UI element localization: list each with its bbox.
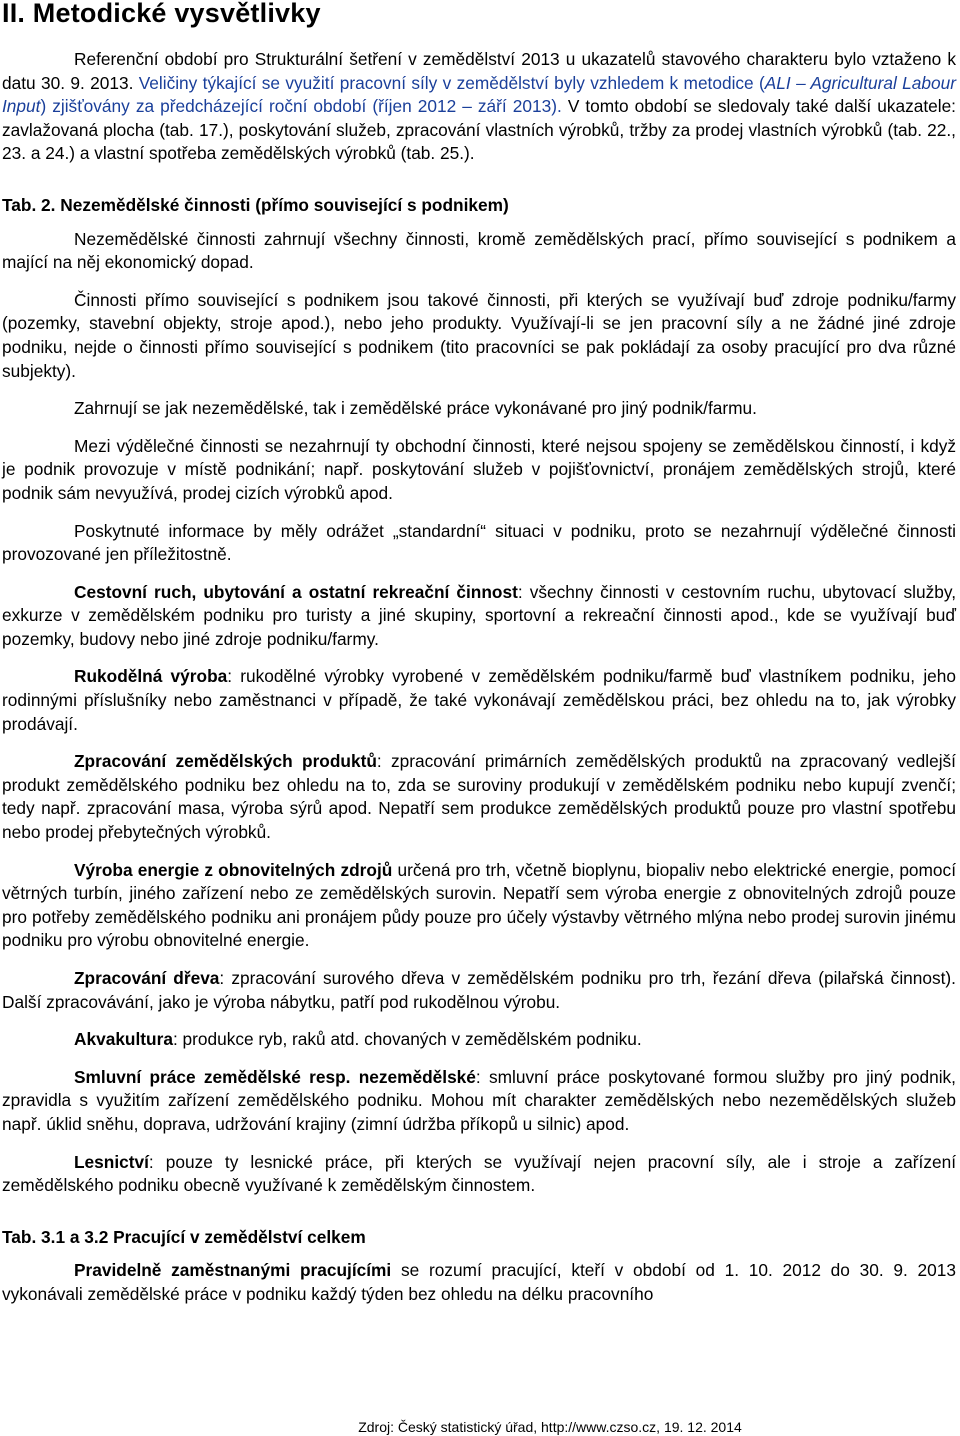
- processing-term: Zpracování zemědělských produktů: [74, 751, 377, 772]
- wood-term: Zpracování dřeva: [74, 968, 220, 988]
- contract-work-definition-a: : smluvní práce poskytované formou služby pro jiný podnik, zpravidla s využitím zařízení zemědělského podniku.: [2, 1066, 956, 1111]
- contract-work-definition-b: Mohou mít charakter zemědělských nebo nezemědělských služeb např. úklid sněhu, doprava, udržování krajiny (zimní údržba příkopů u silnic) apod.: [2, 1090, 956, 1134]
- page-footer: Zdroj: Český statistický úřad, http://www.czso.cz, 19. 12. 2014: [358, 1419, 742, 1435]
- handicraft-definition: : rukodělné výrobky vyrobené v zemědělském podniku/farmě buď vlastníkem podniku, jeho rodinnými příslušníky nebo zaměstnanci v případě, že také vykonávají zemědělskou práci, bez ohledu na to, jak výrobky prodávají.: [2, 666, 956, 734]
- tourism-term: Cestovní ruch, ubytování a ostatní rekreační činnost: [74, 581, 518, 602]
- intro-paragraph: [2, 48, 956, 166]
- tab2-paragraph-4: [2, 435, 956, 506]
- processing-definition-b: Nepatří sem produkce zemědělských produktů pouze pro vlastní spotřebu nebo prodej přebytečných výrobků.: [2, 798, 956, 843]
- tab2-p4-b: poskytování služeb v pojišťovnictví, pronájem zemědělských strojů, které podnik sám nevyužívá, prodej cizích výrobků apod.: [2, 459, 956, 503]
- handicraft-term: Rukodělná výroba: [74, 666, 228, 687]
- aquaculture-definition: : produkce ryb, raků atd. chovaných v zemědělském podniku.: [172, 1029, 642, 1050]
- aquaculture-paragraph: [2, 1028, 956, 1052]
- forestry-term: Lesnictví: [74, 1151, 149, 1172]
- tab2-p2-a: Činnosti přímo související s podnikem jsou takové činnosti, při kterých se využívají buď zdroje podniku/farmy (pozemky, stavební objekty, stroje apod.), nebo jeho produkty.: [2, 289, 956, 334]
- energy-paragraph: [2, 859, 956, 953]
- tab2-paragraph-2: [2, 289, 956, 383]
- wood-definition-a: : zpracování surového dřeva v zemědělském podniku pro trh, řezání dřeva (pilařská činnost).: [219, 968, 956, 988]
- regular-workers-term: Pravidelně zaměstnanými pracujícími: [74, 1260, 392, 1281]
- wood-definition-b: Další zpracovávání, jako je výroba nábytku, patří pod rukodělnou výrobu.: [2, 991, 561, 1012]
- energy-term: Výroba energie z obnovitelných zdrojů: [74, 859, 393, 880]
- tourism-definition: : všechny činnosti v cestovním ruchu, ubytovací služby, exkurze v zemědělském podniku pro turisty a jiné skupiny, sportovní a rekreační činnosti apod., kde se využívají buď pozemky, budovy nebo jiné zdroje podniku/farmy.: [2, 581, 956, 649]
- tab2-paragraph-5: Poskytnuté informace by měly odrážet „standardní“ situaci v podniku, proto se nezahrnují výdělečné činnosti provozované jen příležitostně.: [2, 520, 956, 565]
- tab31-heading: Tab. 3.1 a 3.2 Pracující v zemědělství celkem: [2, 1226, 366, 1247]
- tab2-p2-b: Využívají-li se jen pracovní síly a ne žádné jiné zdroje podniku, nejde o činnosti přímo související s podnikem (tito pracovníci se pak pokládají za osoby pracující pro dva různé subjekty).: [2, 313, 956, 381]
- contract-work-paragraph: [2, 1066, 956, 1137]
- handicraft-paragraph: [2, 665, 956, 736]
- tab2-p4-a: Mezi výdělečné činnosti se nezahrnují ty obchodní činnosti, které nejsou spojeny se zemědělskou činností, i když je podnik provozuje v místě podnikání; např.: [2, 435, 956, 480]
- tab31-paragraph-1: [2, 1259, 956, 1306]
- tab2-heading: Tab. 2. Nezemědělské činnosti (přímo související s podnikem): [2, 194, 509, 215]
- forestry-definition: : pouze ty lesnické práce, při kterých se využívají nejen pracovní síly, ale i stroje a zařízení zemědělského podniku obecně využívané k zemědělským činnostem.: [2, 1151, 956, 1196]
- processing-definition-a: : zpracování primárních zemědělských produktů na zpracovaný vedlejší produkt zemědělského podniku bez ohledu na to, zda se suroviny produkují v zemědělském podniku nebo kupují zvenčí; tedy např. zpracování masa, výroba sýrů apod.: [2, 751, 956, 819]
- wood-paragraph: [2, 967, 956, 1014]
- energy-definition-b: Nepatří sem výroba energie z obnovitelných zdrojů pouze pro potřeby zemědělského podniku ani pronájem půdy pouze pro účely výstavby větrného mlýna nebo prodej surovin jinému podniku pro výrobu obnovitelné energie.: [2, 883, 956, 951]
- intro-text-a: Referenční období pro Strukturální šetření v zemědělství 2013 u ukazatelů stavového charakteru bylo vztaženo k datu 30. 9. 2013.: [2, 49, 956, 93]
- forestry-paragraph: [2, 1151, 956, 1198]
- tab2-paragraph-1: Nezemědělské činnosti zahrnují všechny činnosti, kromě zemědělských prací, přímo související s podnikem a mající na něj ekonomický dopad.: [2, 228, 956, 273]
- contract-work-term: Smluvní práce zemědělské resp. nezemědělské: [74, 1066, 476, 1087]
- tab2-paragraph-3: Zahrnují se jak nezemědělské, tak i zemědělské práce vykonávané pro jiný podnik/farmu.: [74, 398, 757, 419]
- intro-text-b: Veličiny týkající se využití pracovní síly v zemědělství byly vzhledem k metodice (: [138, 72, 765, 93]
- intro-ali: ALI – Agricultural Labour Input: [2, 72, 956, 117]
- intro-text-c: ) zjišťovány za předcházející roční období (říjen 2012 – září 2013).: [40, 96, 568, 117]
- regular-workers-definition: se rozumí pracující, kteří v období od 1. 10. 2012 do 30. 9. 2013 vykonávali zemědělské práce v podniku každý týden bez ohledu na délku pracovního: [2, 1260, 956, 1304]
- aquaculture-term: Akvakultura: [74, 1029, 173, 1050]
- intro-text-d: V tomto období se sledovaly také další ukazatele: zavlažovaná plocha (tab. 17.), poskytování služeb, zpracování vlastních výrobků, tržby za prodej vlastních výrobků (tab. 22., 23. a 24.) a vlastní spotřeba zemědělských výrobků (tab. 25.).: [2, 96, 956, 164]
- page-title: II. Metodické vysvětlivky: [2, 0, 321, 28]
- processing-paragraph: [2, 750, 956, 844]
- energy-definition-a: určená pro trh, včetně bioplynu, biopaliv nebo elektrické energie, pomocí větrných turbín, jiného zařízení nebo ze zemědělských surovin.: [2, 859, 956, 904]
- tourism-paragraph: [2, 581, 956, 652]
- document-body: [2, 48, 956, 1307]
